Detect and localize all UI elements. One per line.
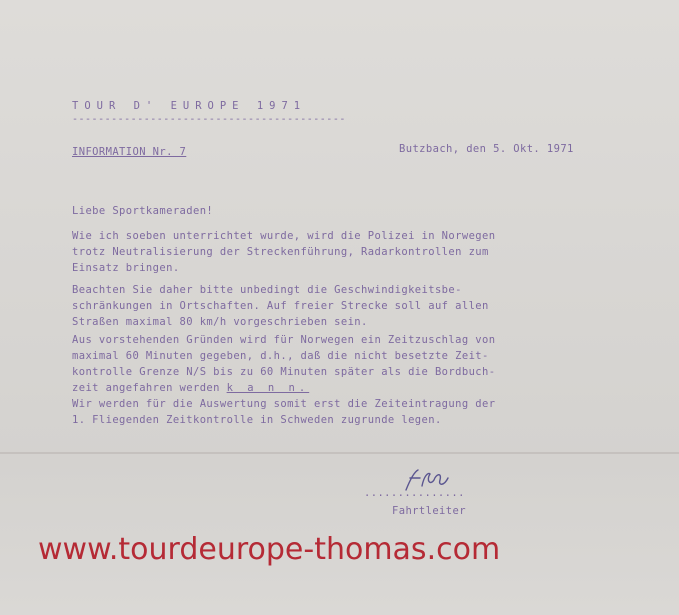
website-watermark: www.tourdeurope-thomas.com — [38, 532, 501, 567]
paragraph-line: Wir werden für die Auswertung somit erst die Zeiteintragung der — [72, 398, 496, 410]
paragraph-line: zeit angefahren werden — [72, 382, 220, 394]
paragraph-line: 1. Fliegenden Zeitkontrolle in Schweden zugrunde legen. — [72, 414, 442, 426]
paragraph-police — [72, 228, 495, 276]
paragraph-speed-limits — [72, 282, 489, 330]
letter-heading: TOUR D' EUROPE 1971 — [72, 100, 307, 112]
paper-fold — [0, 452, 679, 454]
paragraph-evaluation — [72, 396, 495, 428]
heading-rule: ------------------------------------------ — [72, 114, 346, 125]
paragraph-line: Beachten Sie daher bitte unbedingt die Geschwindigkeitsbe- — [72, 284, 462, 296]
paragraph-line: Einsatz bringen. — [72, 262, 180, 274]
salutation: Liebe Sportkameraden! — [72, 205, 214, 217]
place-date: Butzbach, den 5. Okt. 1971 — [399, 143, 574, 155]
paragraph-line: Aus vorstehenden Gründen wird für Norwegen ein Zeitzuschlag von — [72, 334, 496, 346]
paragraph-line: Straßen maximal 80 km/h vorgeschrieben sein. — [72, 316, 368, 328]
paragraph-line: maximal 60 Minuten gegeben, d.h., daß die nicht besetzte Zeit- — [72, 350, 489, 362]
information-label: INFORMATION Nr. 7 — [72, 146, 187, 158]
signatory-title: Fahrtleiter — [392, 505, 466, 517]
paragraph-last-line — [72, 380, 495, 396]
paragraph-line: Wie ich soeben unterrichtet wurde, wird die Polizei in Norwegen — [72, 230, 496, 242]
paragraph-line: trotz Neutralisierung der Streckenführung, Radarkontrollen zum — [72, 246, 489, 258]
paragraph-time-allowance — [72, 332, 495, 396]
paragraph-line: schränkungen in Ortschaften. Auf freier Strecke soll auf allen — [72, 300, 489, 312]
emphasis-word: k a n n. — [226, 382, 310, 394]
signature-line: ............... — [364, 487, 465, 499]
paragraph-line: kontrolle Grenze N/S bis zu 60 Minuten später als die Bordbuch- — [72, 366, 496, 378]
